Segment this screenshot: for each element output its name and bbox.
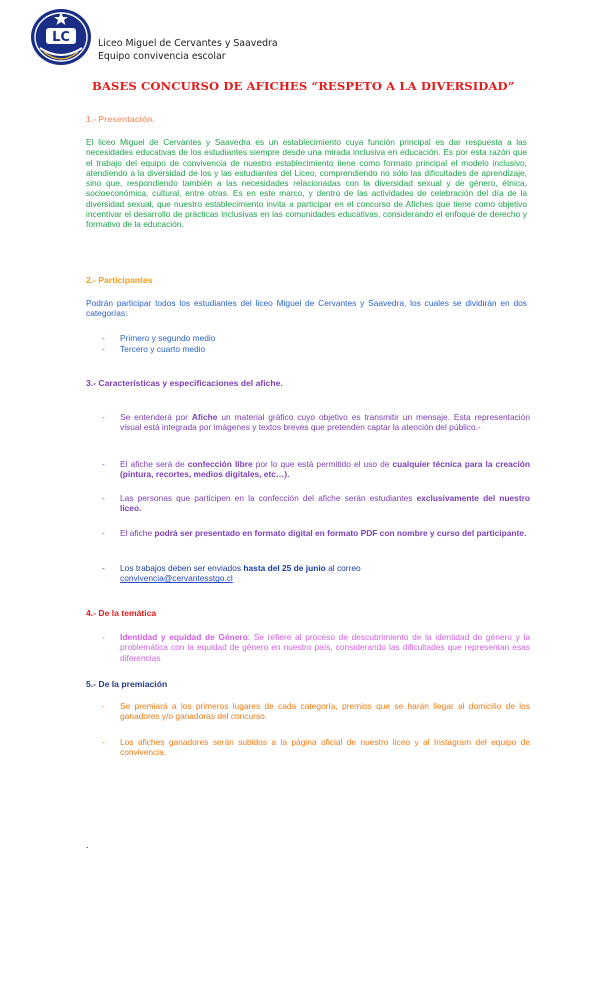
team-name: Equipo convivencia escolar — [98, 51, 226, 62]
participantes-paragraph: Podrán participar todos los estudiantes del liceo Miguel de Cervantes y Saavedra, los cuales se dividirán en dos categorías: — [86, 298, 527, 319]
participantes-item: Las personas que participen en la confección del afiche serán estudiantes exclusivamente del nuestro liceo. — [120, 493, 530, 514]
confeccion-libre-item: El afiche será de confección libre por lo que está permitido el uso de cualquier técnica para la creación (pintura, recortes, medios digitales, etc…). — [120, 459, 530, 480]
publicacion-item: Los afiches ganadores serán subidos a la página oficial de nuestro liceo y al Instagram del equipo de convivencia. — [120, 737, 530, 758]
section-heading-caracteristicas: 3.- Características y especificaciones del afiche. — [86, 378, 283, 388]
category-2: Tercero y cuarto medio — [120, 344, 206, 354]
email-link[interactable]: convivencia@cervantesstgo.cl — [120, 573, 233, 584]
presentacion-paragraph: El liceo Miguel de Cervantes y Saavedra es un establecimiento cuya función principal es dar respuesta a las necesidades educativas de los estudiantes siempre desde una mirada inclusiva en educación. Es por esta razón que el trabajo del equipo de convivencia de nuestro establecimiento tiene como formato principal el modelo inclusivo, atendiendo a la diversidad de los y las estudiantes del Liceo, comprendiendo no sólo las dificultades de aprendizaje, sino que, respondiendo también a las necesidades relacionadas con la diversidad sexual y de género, étnica, socioeconómica, cultural, entre otras. Es en este marco, y dentro de las actividades de celebración del día de la diversidad sexual, que nuestro establecimiento invita a participar en el concurso de Afiches que tiene como objetivo incentivar el desarrollo de prácticas inclusivas en las comunidades educativas, considerando el enfoque de derecho y formativo de la educación. — [86, 137, 527, 230]
envio-item: Los trabajos deben ser enviados hasta del 25 de junio al correo convivencia@cervantesstgo.cl — [120, 563, 361, 584]
section-heading-participantes: 2.- Participantes — [86, 275, 153, 285]
formato-item: El afiche podrá ser presentado en formato digital en formato PDF con nombre y curso del participante. — [120, 528, 527, 538]
school-name: Liceo Miguel de Cervantes y Saavedra — [98, 38, 278, 49]
category-1: Primero y segundo medio — [120, 333, 216, 343]
section-heading-premiacion: 5.- De la premiación — [86, 679, 168, 689]
document-page: LC Liceo Miguel de Cervantes y Saavedra Equipo convivencia escolar BASES CONCURSO DE AFICHES “RESPETO A LA DIVERSIDAD” 1.- Presentación. El liceo Miguel de Cervantes y Saavedra es un establecimiento cuya función principal es dar respuesta a las necesidades educativas de los estudiantes siempre desde una mirada inclusiva en educación. Es por esta razón que el trabajo del equipo de convivencia de nuestro establecimiento tiene como formato principal el modelo inclusivo, atendiendo a la diversidad de los y las estudiantes del Liceo, comprendiendo no sólo las dificultades de aprendizaje, sino que, respondiendo también a las necesidades relacionadas con la diversidad sexual y de género, étnica, socioeconómica, cultural, entre otras. Es en este marco, y dentro de las actividades de celebración del día de la diversidad sexual, que nuestro establecimiento invita a participar en el concurso de Afiches que tiene como objetivo incentivar el desarrollo de prácticas inclusivas en las comunidades educativas, considerando el enfoque de derecho y formativo de la educación. 2.- Participantes Podrán participar todos los estudiantes del liceo Miguel de Cervantes y Saavedra, los cuales se dividirán en dos categorías: - Primero y segundo medio - Tercero y cuarto medio 3.- Características y especificaciones del afiche. - Se entenderá por Afiche un material gráfico cuyo objetivo es transmitir un mensaje. Esta representación visual está integrada por imágenes y textos breves que pretenden captar la atención del público.- - El afiche será de confección libre por lo que está permitido el uso de cualquier técnica para la creación (pintura, recortes, medios digitales, etc…). - Las personas que participen en la confección del afiche serán estudiantes exclusivamente del nuestro liceo. - El afiche podrá ser presentado en formato digital en formato PDF con nombre y curso del participante. - Los trabajos deben ser enviados hasta del 25 de junio al correo convivencia@cervantesstgo.cl 4.- De la temática - Identidad y equidad de Género: Se refiere al proceso de descubrimiento de la identidad de género y la problemática con la equidad de género en nuestro país, considerando las dificultades que representan esas diferencias 5.- De la premiación - Se premiará a los primeros lugares de cada categoría, premios que se harán llegar al domicilio de los ganadores y/o ganadoras del concurso. - Los afiches ganadores serán subidos a la página oficial de nuestro liceo y al Instagram del equipo de convivencia. . — [0, 0, 612, 1008]
school-logo — [30, 8, 92, 66]
afiche-definition: Se entenderá por Afiche un material gráfico cuyo objetivo es transmitir un mensaje. Esta representación visual está integrada por imágenes y textos breves que pretenden captar la atención del público.- — [120, 412, 530, 433]
premio-item: Se premiará a los primeros lugares de cada categoría, premios que se harán llegar al domicilio de los ganadores y/o ganadoras del concurso. — [120, 701, 530, 722]
school-header — [98, 37, 278, 63]
svg-text:LC: LC — [52, 30, 70, 45]
tematica-item: Identidad y equidad de Género: Se refiere al proceso de descubrimiento de la identidad de género y la problemática con la equidad de género en nuestro país, considerando las dificultades que representan esas diferencias — [120, 632, 530, 663]
end-mark: . — [86, 840, 89, 850]
section-heading-tematica: 4.- De la temática — [86, 608, 157, 618]
document-title: BASES CONCURSO DE AFICHES “RESPETO A LA DIVERSIDAD” — [92, 79, 515, 93]
section-heading-presentacion: 1.- Presentación. — [86, 114, 155, 124]
